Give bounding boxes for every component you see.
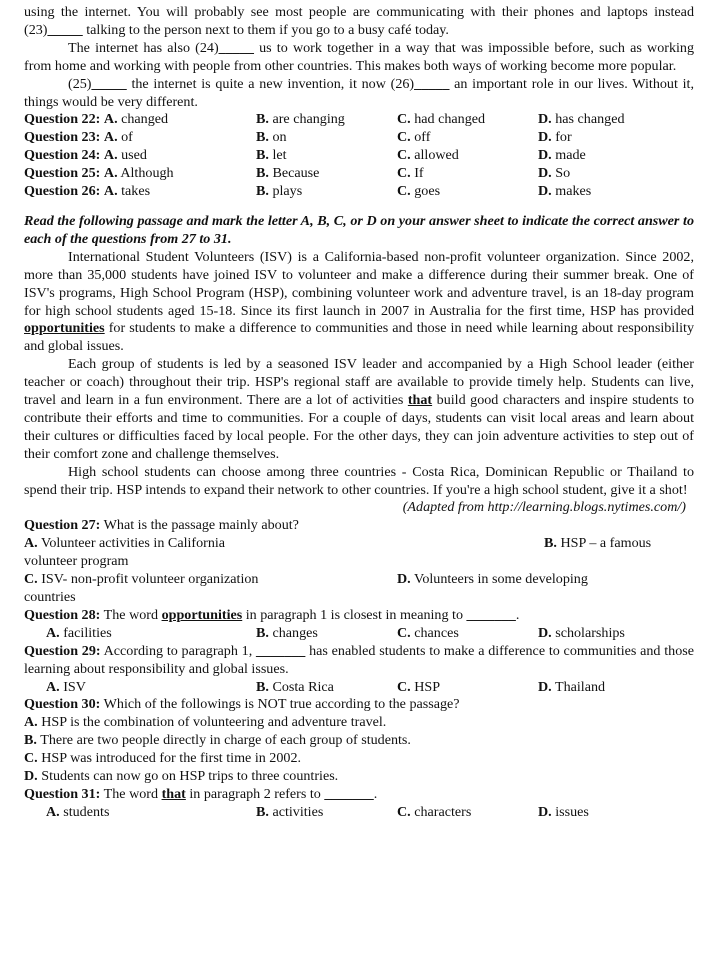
passage1-paragraph2 <box>24 40 694 76</box>
option-text: for <box>551 129 572 146</box>
question-label: Question 30: <box>24 696 101 713</box>
option-letter: D. <box>538 678 552 695</box>
question-label: Question 29: <box>24 642 101 659</box>
option-b <box>256 804 397 822</box>
option-c <box>24 571 397 589</box>
question-row <box>24 111 694 129</box>
option-letter: A. <box>103 129 118 146</box>
option-text: Volunteer activities in California <box>37 535 226 552</box>
underlined-word-opportunities: opportunities <box>24 320 105 337</box>
option-c <box>397 679 538 697</box>
option-letter: C. <box>397 129 411 146</box>
underlined-word-that: that <box>407 392 433 409</box>
option-a <box>46 625 256 643</box>
passage-text: build good characters and inspire students to contribute their efforts and time to communities. For a couple of days, students can visit local areas and learn about their cultures or difficulties faced by local people. For the other days, they can join adventure activities to step out of their comfort zone and challenge themselves. <box>24 392 694 462</box>
question-label: Question 26: <box>24 183 101 200</box>
question-label: Question 25: <box>24 165 101 182</box>
option-d <box>538 679 605 697</box>
questions-22-26-table <box>24 111 694 201</box>
option-text: Volunteers in some developing <box>410 571 588 588</box>
option-text: So <box>551 165 571 182</box>
option-letter: B. <box>256 111 269 128</box>
underlined-word: opportunities <box>161 606 243 623</box>
passage1-paragraph1 <box>24 4 694 40</box>
option-text: facilities <box>59 624 112 641</box>
question-stem: What is the passage mainly about? <box>100 517 299 534</box>
answer-blank: _______ <box>324 785 374 802</box>
option-d <box>538 183 694 201</box>
option-a <box>24 535 225 553</box>
option-text: Thailand <box>551 678 606 695</box>
option-text: plays <box>268 183 303 200</box>
question-stem: in paragraph 1 is closest in meaning to <box>242 606 467 623</box>
option-letter: C. <box>397 678 411 695</box>
option-c <box>397 183 538 201</box>
passage-text: us to work together in a way that was impossible before, such as working from home and working with people from other countries. This makes both ways of working become more popular. <box>24 39 694 74</box>
option-letter: B. <box>544 535 557 552</box>
option-text: allowed <box>410 147 459 164</box>
option-text: of <box>117 129 133 146</box>
option-text: issues <box>551 803 589 820</box>
option-text: changed <box>117 111 169 128</box>
question-label: Question 22: <box>24 111 101 128</box>
option-letter: C. <box>397 165 411 182</box>
option-letter: D. <box>538 111 552 128</box>
question-stem: According to paragraph 1, <box>100 642 256 659</box>
option-text: has changed <box>551 111 625 128</box>
option-text: chances <box>410 624 459 641</box>
option-text: If <box>410 165 424 182</box>
question-label: Question 31: <box>24 785 101 802</box>
question-29-stem <box>24 643 694 679</box>
passage2-paragraph2 <box>24 356 694 463</box>
option-letter: B. <box>24 732 37 749</box>
option-letter: D. <box>538 624 552 641</box>
passage2-paragraph1 <box>24 249 694 356</box>
question-stem: has enabled students to make a difference to communities and those learning about responsibility and global issues. <box>24 642 694 677</box>
option-d <box>538 165 694 183</box>
question-30-stem <box>24 696 694 714</box>
passage-text: talking to the person next to them if you go to a busy café today. <box>82 21 449 38</box>
question-28-stem <box>24 607 694 625</box>
passage-text: the internet is quite a new invention, it now (26) <box>126 75 415 92</box>
question-27-options-row2 <box>24 571 694 589</box>
passage-text: an important role in our lives. Without it, things would be very different. <box>24 75 694 110</box>
option-letter: A. <box>103 111 118 128</box>
option-letter: B. <box>256 678 269 695</box>
passage-text: International Student Volunteers (ISV) is a California-based non-profit volunteer organization. Since 2002, more than 35,000 students have joined ISV to volunteer and make a difference during their summer break. One of ISV's programs, High School Program (HSP), combining volunteer work and adventure travel, is an 18-day program for high school students aged 15-18. Since its first launch in 2007 in Australia for the first time, HSP has provided <box>24 248 694 319</box>
option-text: used <box>117 147 147 164</box>
option-letter: C. <box>397 624 411 641</box>
question-label-and-option-a <box>24 165 256 183</box>
option-letter: A. <box>103 147 118 164</box>
option-text: Costa Rica <box>268 678 334 695</box>
option-text: on <box>268 129 287 146</box>
blank-24: _____ <box>218 39 254 56</box>
option-letter: B. <box>256 624 269 641</box>
question-label-and-option-a <box>24 147 256 165</box>
option-letter: B. <box>256 183 269 200</box>
option-text: Because <box>268 165 320 182</box>
option-letter: C. <box>397 183 411 200</box>
option-letter: D. <box>538 165 552 182</box>
passage1-paragraph3 <box>24 76 694 112</box>
option-d <box>538 625 625 643</box>
option-letter: A. <box>24 714 38 731</box>
option-d <box>24 768 694 786</box>
answer-blank: _______ <box>466 606 516 623</box>
option-letter: B. <box>256 803 269 820</box>
option-c <box>397 111 538 129</box>
source-citation: (Adapted from http://learning.blogs.nytimes.com/) <box>402 499 686 516</box>
question-row <box>24 129 694 147</box>
option-b <box>256 165 397 183</box>
option-text: made <box>551 147 586 164</box>
question-row <box>24 183 694 201</box>
question-stem: The word <box>100 606 162 623</box>
option-text: scholarships <box>551 624 625 641</box>
option-c <box>24 750 694 768</box>
option-letter: B. <box>256 129 269 146</box>
question-label-and-option-a <box>24 111 256 129</box>
question-stem: Which of the followings is NOT true according to the passage? <box>100 696 460 713</box>
option-letter: C. <box>397 803 411 820</box>
option-d <box>397 571 588 589</box>
option-b <box>256 679 397 697</box>
blank-26: _____ <box>414 75 450 92</box>
option-letter: D. <box>538 147 552 164</box>
question-stem: The word <box>100 785 162 802</box>
option-d <box>538 147 694 165</box>
passage-text: The internet has also (24) <box>68 39 219 56</box>
option-text: are changing <box>268 111 345 128</box>
option-letter: B. <box>256 147 269 164</box>
option-text: had changed <box>410 111 486 128</box>
option-letter: A. <box>46 803 60 820</box>
question-row <box>24 165 694 183</box>
option-b-continuation: volunteer program <box>24 553 129 570</box>
underlined-word: that <box>161 785 186 802</box>
option-text: characters <box>410 803 472 820</box>
option-text: HSP is the combination of volunteering and adventure travel. <box>37 714 387 731</box>
option-letter: A. <box>103 165 118 182</box>
option-a <box>24 714 694 732</box>
section-instruction: Read the following passage and mark the letter A, B, C, or D on your answer sheet to indicate the correct answer to each of the questions from 27 to 31. <box>24 212 694 247</box>
option-text: ISV- non-profit volunteer organization <box>37 571 259 588</box>
option-text: goes <box>410 183 441 200</box>
option-d-continuation: countries <box>24 589 76 605</box>
option-text: students <box>59 803 110 820</box>
question-28-options <box>24 625 694 643</box>
question-label-and-option-a <box>24 183 256 201</box>
option-c <box>397 147 538 165</box>
question-31-stem <box>24 786 694 804</box>
question-stem: . <box>373 785 378 802</box>
passage2-paragraph3: High school students can choose among three countries - Costa Rica, Dominican Republic or Thailand to spend their trip. HSP intends to expand their network to other countries. If you're a high school student, give it a shot! <box>24 463 694 498</box>
option-d <box>538 111 694 129</box>
option-text: Although <box>117 165 174 182</box>
option-text: changes <box>268 624 318 641</box>
question-27-options-row1 <box>24 535 694 553</box>
option-letter: C. <box>24 571 38 588</box>
option-d <box>538 804 589 822</box>
option-letter: C. <box>24 750 38 767</box>
option-c <box>397 129 538 147</box>
option-text: makes <box>551 183 592 200</box>
option-c <box>397 804 538 822</box>
option-d <box>538 129 694 147</box>
option-b <box>256 183 397 201</box>
option-a <box>46 679 256 697</box>
option-text: let <box>268 147 287 164</box>
option-letter: A. <box>103 183 118 200</box>
option-b <box>256 625 397 643</box>
blank-23: _____ <box>47 21 83 38</box>
option-b <box>544 535 694 553</box>
option-c <box>397 625 538 643</box>
option-letter: A. <box>46 624 60 641</box>
option-text: off <box>410 129 431 146</box>
question-label: Question 23: <box>24 129 101 146</box>
question-label: Question 24: <box>24 147 101 164</box>
option-text: There are two people directly in charge of each group of students. <box>36 732 411 749</box>
option-b <box>256 129 397 147</box>
option-letter: D. <box>538 803 552 820</box>
option-text: ISV <box>59 678 86 695</box>
question-27-stem <box>24 517 694 535</box>
question-31-options <box>24 804 694 822</box>
option-a <box>46 804 256 822</box>
passage-text: for students to make a difference to communities and those in need while learning about responsibility and global issues. <box>24 320 694 355</box>
option-text: Students can now go on HSP trips to three countries. <box>37 768 339 785</box>
question-stem: . <box>515 606 520 623</box>
option-b <box>256 147 397 165</box>
option-letter: D. <box>397 571 411 588</box>
question-stem: in paragraph 2 refers to <box>185 785 325 802</box>
question-label: Question 28: <box>24 606 101 623</box>
passage-text: using the internet. You will probably see most people are communicating with their phones and laptops instead (23) <box>24 4 694 38</box>
option-text: activities <box>268 803 324 820</box>
question-row <box>24 147 694 165</box>
passage-text: (25) <box>68 75 92 92</box>
option-letter: C. <box>397 147 411 164</box>
option-letter: D. <box>24 768 38 785</box>
option-text: HSP – a famous <box>556 535 652 552</box>
option-letter: A. <box>46 678 60 695</box>
option-text: takes <box>117 183 151 200</box>
blank-25: _____ <box>91 75 127 92</box>
question-label: Question 27: <box>24 517 101 534</box>
option-letter: D. <box>538 183 552 200</box>
option-c <box>397 165 538 183</box>
option-b <box>24 732 694 750</box>
option-text: HSP <box>410 678 441 695</box>
question-29-options <box>24 679 694 697</box>
question-label-and-option-a <box>24 129 256 147</box>
option-text: HSP was introduced for the first time in 2002. <box>37 750 302 767</box>
option-b <box>256 111 397 129</box>
option-letter: C. <box>397 111 411 128</box>
passage-text: Each group of students is led by a seasoned ISV leader and accompanied by a High School leader (either teacher or coach) throughout their trip. HSP's regional staff are available to provide timely help. Students can live, travel and learn in a fun environment. There are a lot of activities <box>24 356 694 409</box>
option-letter: A. <box>24 535 38 552</box>
option-letter: B. <box>256 165 269 182</box>
option-letter: D. <box>538 129 552 146</box>
answer-blank: _______ <box>256 642 306 659</box>
